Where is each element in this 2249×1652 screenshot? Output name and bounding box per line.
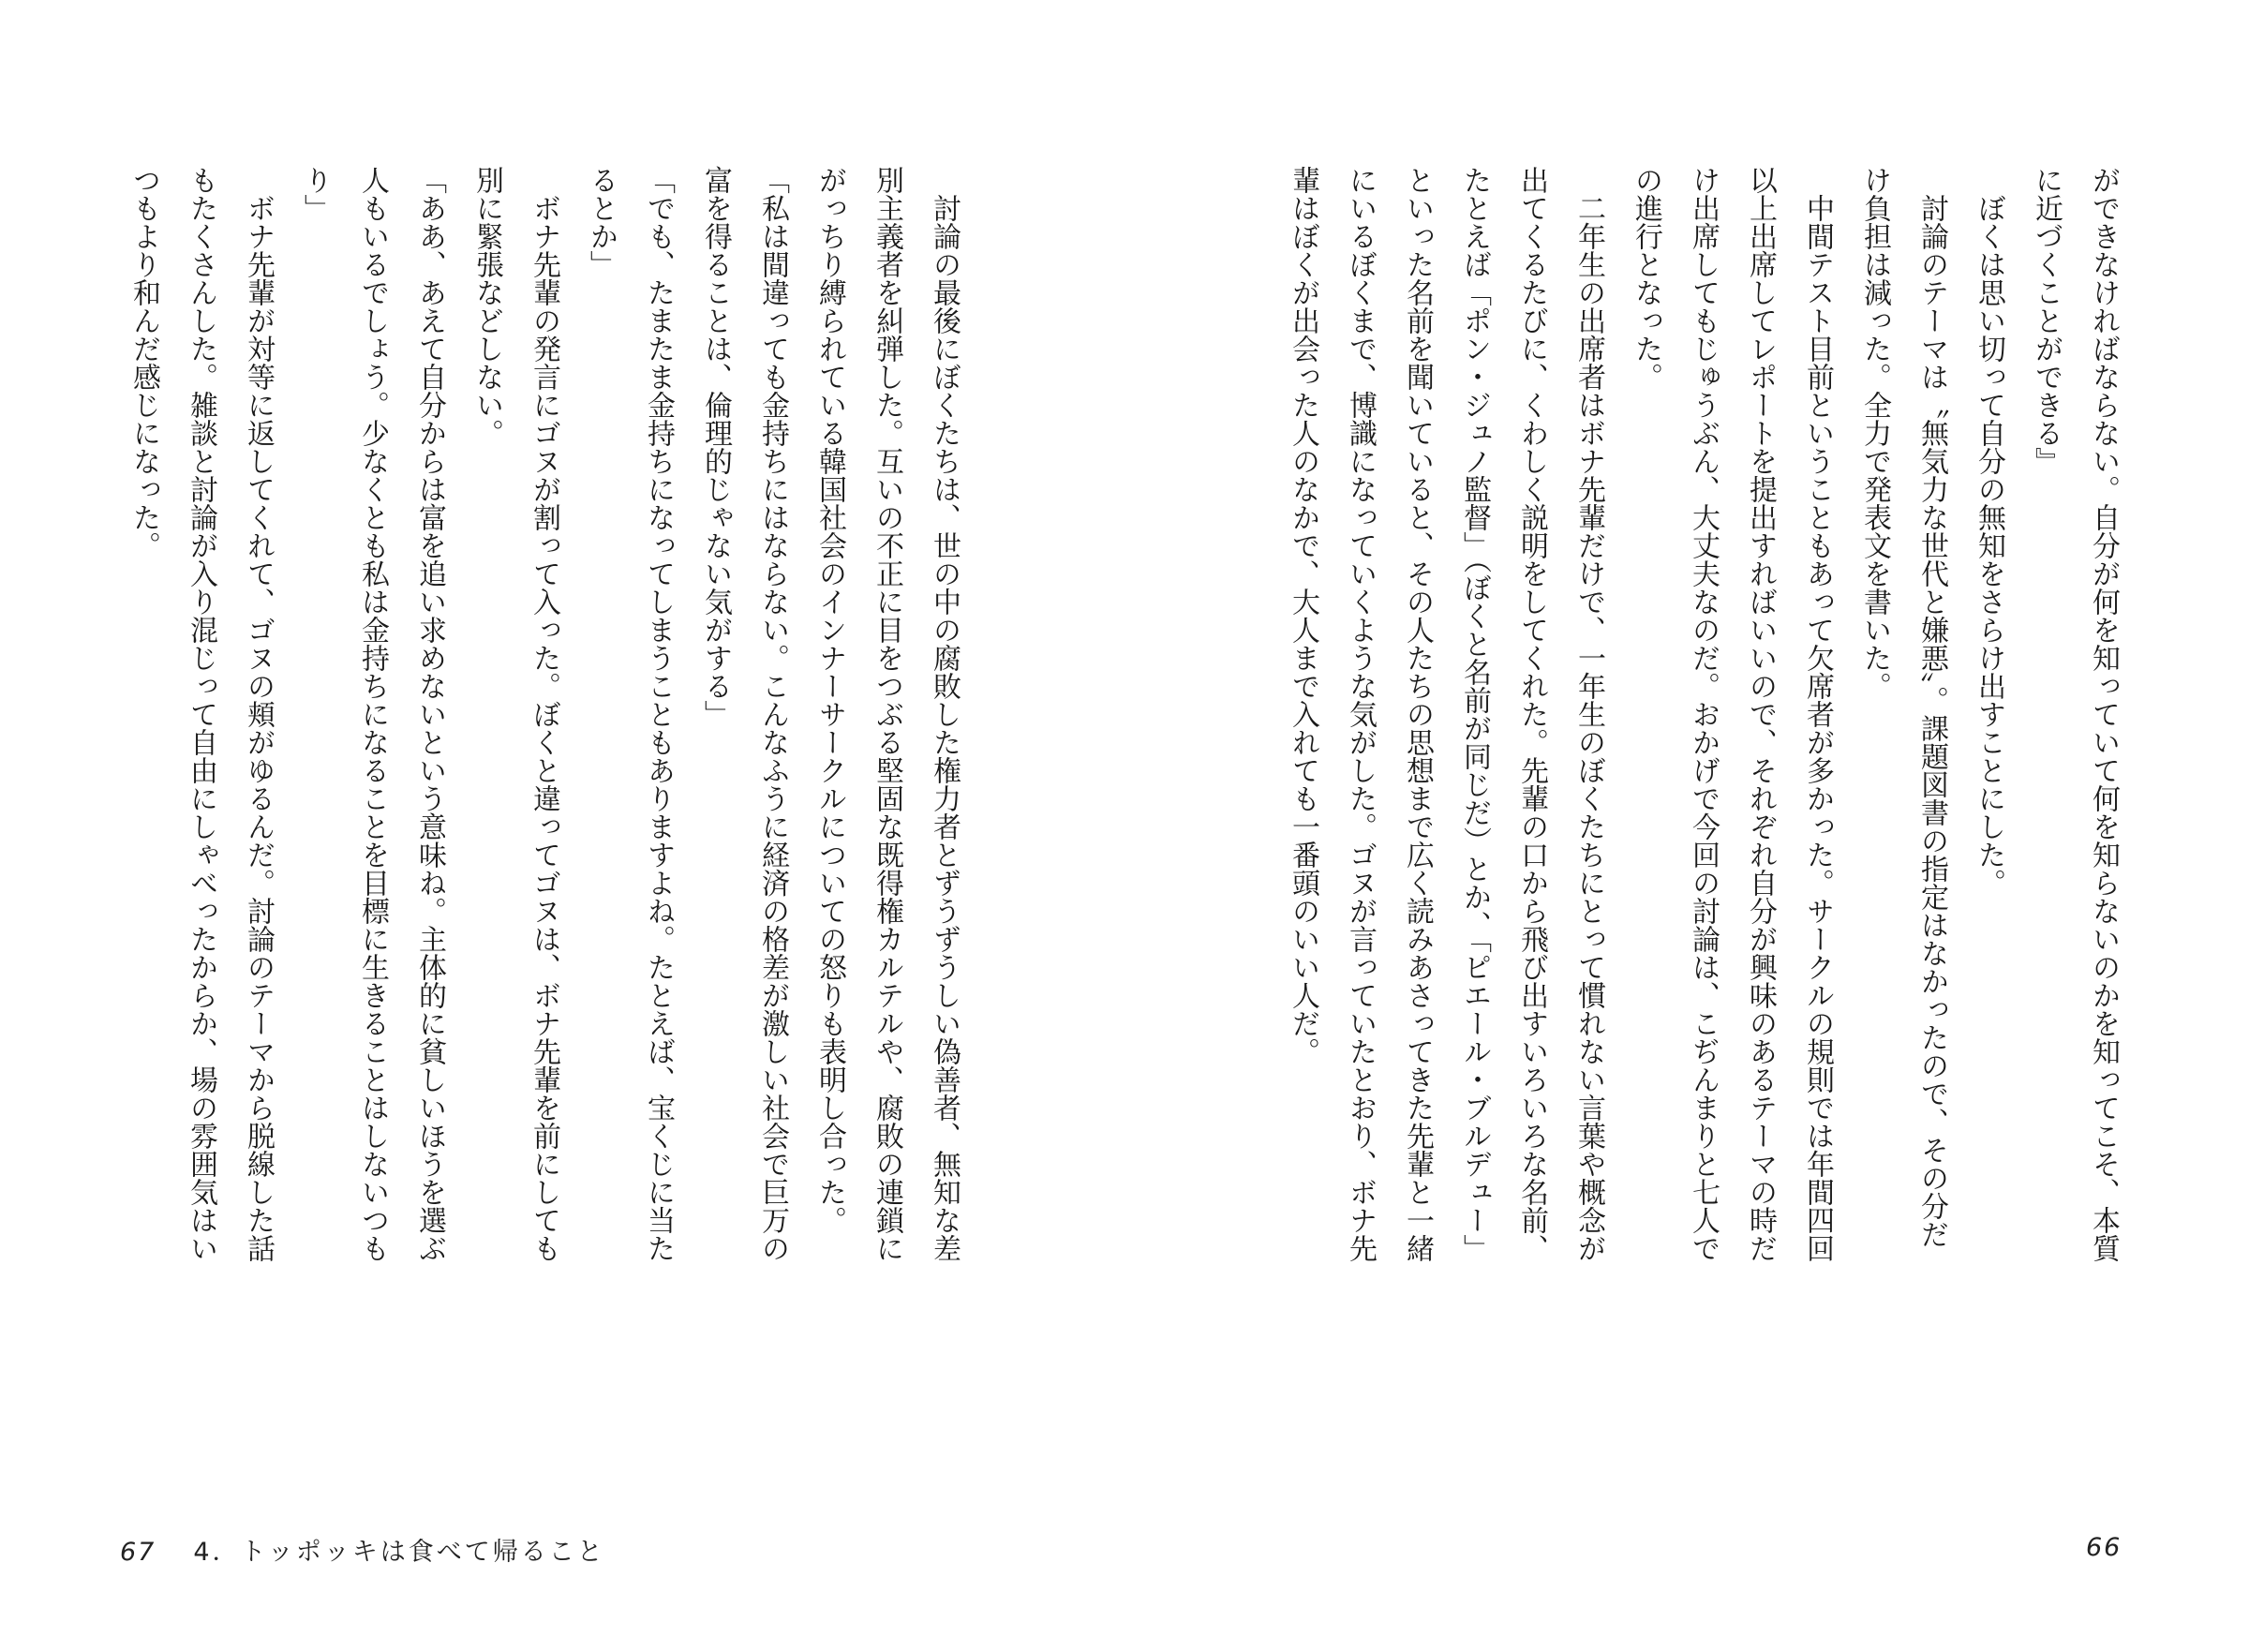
chapter-title: 4．トッポッキは食べて帰ること (193, 1538, 605, 1567)
text-line: の進行となった。 (1630, 166, 1662, 391)
text-line: るとか」 (585, 166, 618, 278)
page-67-number: 67 (120, 1538, 156, 1567)
text-line: 「ああ、あえて自分からは富を追い求めないという意味ね。主体的に貧しいほうを選ぶ (413, 166, 446, 1262)
text-line: 討論の最後にぼくたちは、世の中の腐敗した権力者とずうずうしい偽善者、無知な差 (928, 166, 961, 1262)
text-line: 人もいるでしょう。少なくとも私は金持ちになることを目標に生きることはしないつも (356, 166, 389, 1262)
text-line: 出てくるたびに、くわしく説明をしてくれた。先輩の口から飛び出すいろいろな名前、 (1515, 166, 1548, 1262)
text-line: け出席してもじゅうぶん、大丈夫なのだ。おかげで今回の討論は、こぢんまりと七人で (1687, 166, 1720, 1262)
page-66-number: 66 (2086, 1533, 2122, 1562)
page-66-footer (2086, 1533, 2122, 1562)
page-67-text-block (115, 166, 973, 1317)
text-line: 別主義者を糾弾した。互いの不正に目をつぶる堅固な既得権カルテルや、腐敗の連鎖に (871, 166, 903, 1262)
text-line: つもより和んだ感じになった。 (127, 166, 160, 559)
text-line: といった名前を聞いていると、その人たちの思想まで広く読みあさってきた先輩と一緒 (1401, 166, 1434, 1262)
text-line: 「でも、たまたま金持ちになってしまうこともありますよね。たとえば、宝くじに当た (642, 166, 675, 1262)
text-line: 二年生の出席者はボナ先輩だけで、一年生のぼくたちにとって慣れない言葉や概念が (1572, 166, 1605, 1262)
text-line: 富を得ることは、倫理的じゃない気がする」 (699, 166, 732, 728)
text-line: ぼくは思い切って自分の無知をさらけ出すことにした。 (1973, 166, 2005, 897)
text-line: 輩はぼくが出会った人のなかで、大人まで入れても一番頭のいい人だ。 (1287, 166, 1319, 1065)
text-line: ボナ先輩が対等に返してくれて、ゴヌの頬がゆるんだ。討論のテーマから脱線した話 (242, 166, 275, 1262)
text-line: ができなければならない。自分が何を知っていて何を知らないのかを知ってこそ、本質 (2087, 166, 2120, 1262)
text-line: 別に緊張などしない。 (470, 166, 503, 447)
page-67-footer (120, 1531, 605, 1568)
text-line: り」 (299, 166, 332, 222)
text-line: もたくさんした。雑談と討論が入り混じって自由にしゃべったからか、場の雰囲気はい (185, 166, 217, 1262)
text-line: に近づくことができる』 (2030, 166, 2063, 475)
page-66-text-block (1274, 166, 2132, 1317)
text-line: にいるぼくまで、博識になっていくような気がした。ゴヌが言っていたとおり、ボナ先 (1344, 166, 1377, 1262)
text-line: 「私は間違っても金持ちにはならない。こんなふうに経済の格差が激しい社会で巨万の (756, 166, 789, 1262)
text-line: 中間テスト目前ということもあって欠席者が多かった。サークルの規則では年間四回 (1801, 166, 1834, 1262)
text-line: け負担は減った。全力で発表文を書いた。 (1858, 166, 1891, 700)
text-line: ボナ先輩の発言にゴヌが割って入った。ぼくと違ってゴヌは、ボナ先輩を前にしても (528, 166, 560, 1262)
text-line: たとえば「ポン・ジュノ監督」（ぼくと名前が同じだ）とか、「ピエール・ブルデュー」 (1458, 166, 1491, 1262)
text-line: がっちり縛られている韓国社会のインナーサークルについての怒りも表明し合った。 (813, 166, 846, 1234)
text-line: 以上出席してレポートを提出すればいいので、それぞれ自分が興味のあるテーマの時だ (1744, 166, 1777, 1262)
text-line: 討論のテーマは〝無気力な世代と嫌悪〟。課題図書の指定はなかったので、その分だ (1915, 166, 1948, 1248)
